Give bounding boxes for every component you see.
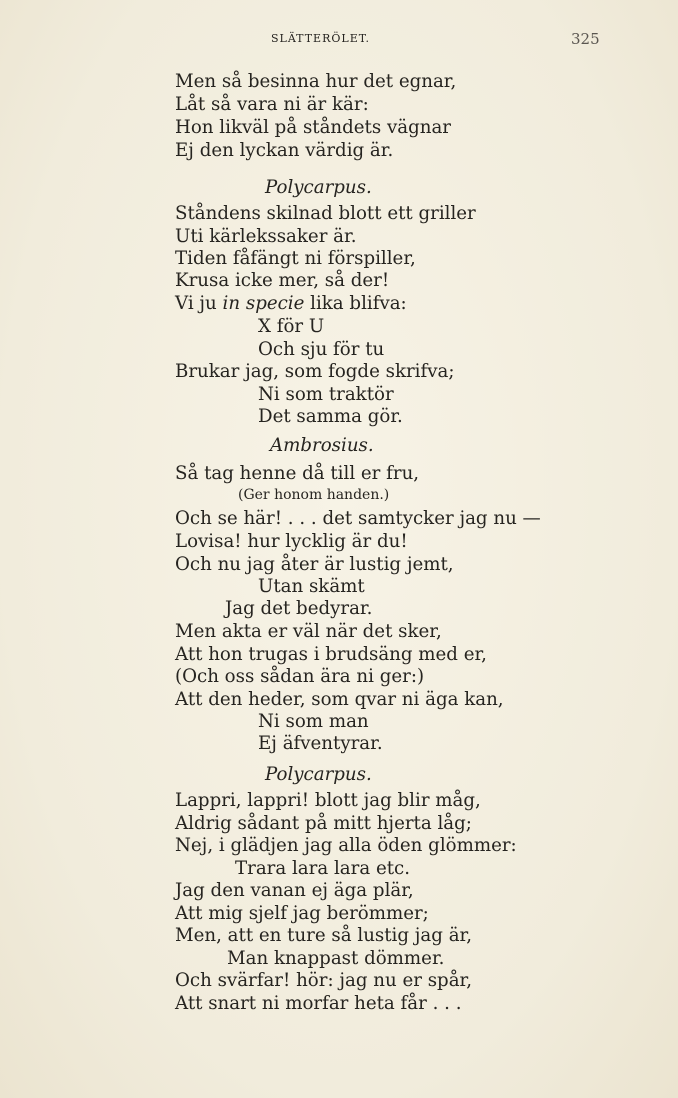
verse-line: Att mig sjelf jag berömmer; [175, 903, 429, 924]
running-head [0, 32, 678, 52]
verse-line: (Och oss sådan ära ni ger:) [175, 666, 425, 687]
speaker-name: Ambrosius. [270, 435, 374, 456]
verse-line: Ej äfventyrar. [258, 733, 383, 754]
verse-line: Nej, i glädjen jag alla öden glömmer: [175, 835, 517, 856]
verse-line: Att hon trugas i brudsäng med er, [175, 644, 487, 665]
speaker-name: Polycarpus. [265, 177, 372, 198]
verse-line: Man knappast dömmer. [227, 948, 445, 969]
verse-line: Och se här! . . . det samtycker jag nu — [175, 508, 541, 529]
verse-text: Vi ju [175, 293, 223, 314]
verse-line: Uti kärlekssaker är. [175, 226, 357, 247]
verse-line: Utan skämt [258, 576, 365, 597]
verse-line: Det samma gör. [258, 406, 403, 427]
running-title: SLÄTTERÖLET. [271, 32, 370, 45]
verse-line: Att snart ni morfar heta får . . . [175, 993, 462, 1014]
verse-line: Tiden fåfängt ni förspiller, [175, 248, 416, 269]
speaker-name: Polycarpus. [265, 764, 372, 785]
verse-line: Så tag henne då till er fru, [175, 463, 420, 484]
verse-line: Men, att en ture så lustig jag är, [175, 925, 473, 946]
verse-line: Men så besinna hur det egnar, [175, 71, 457, 92]
verse-line: Och sju för tu [258, 339, 385, 360]
verse-line: Lappri, lappri! blott jag blir måg, [175, 790, 481, 811]
verse-line: Aldrig sådant på mitt hjerta låg; [175, 813, 472, 834]
verse-line: Ståndens skilnad blott ett griller [175, 203, 476, 224]
verse-line: Hon likväl på ståndets vägnar [175, 117, 451, 138]
verse-line: Lovisa! hur lycklig är du! [175, 531, 408, 552]
verse-line: Ni som traktör [258, 384, 394, 405]
verse-line: Krusa icke mer, så der! [175, 270, 390, 291]
verse-line: Att den heder, som qvar ni äga kan, [175, 689, 504, 710]
verse-line: Jag det bedyrar. [225, 598, 373, 619]
verse-line: Men akta er väl när det sker, [175, 621, 442, 642]
verse-line: Brukar jag, som fogde skrifva; [175, 361, 455, 382]
verse-line: Och nu jag åter är lustig jemt, [175, 554, 454, 575]
page-number: 325 [571, 30, 600, 48]
verse-line: Låt så vara ni är kär: [175, 94, 369, 115]
verse-line: Jag den vanan ej äga plär, [175, 880, 414, 901]
verse-line: Ni som man [258, 711, 369, 732]
verse-line: Och svärfar! hör: jag nu er spår, [175, 970, 473, 991]
stage-direction: (Ger honom handen.) [238, 487, 390, 503]
verse-line: Trara lara lara etc. [235, 858, 410, 879]
verse-line: Ej den lyckan värdig är. [175, 140, 394, 161]
latin-phrase: in specie [222, 293, 305, 314]
verse-line: X för U [258, 316, 325, 337]
verse-line [175, 293, 407, 315]
verse-text: lika blifva: [304, 293, 407, 314]
